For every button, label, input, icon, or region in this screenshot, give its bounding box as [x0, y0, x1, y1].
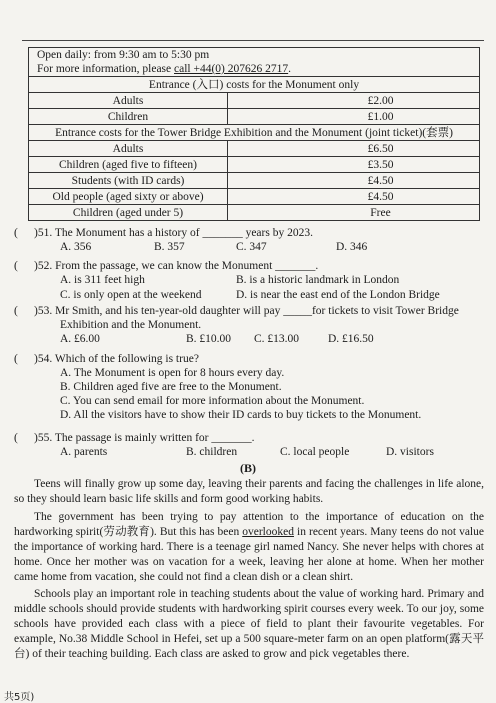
- table-row: Students (with ID cards) £4.50: [29, 173, 480, 189]
- option-a[interactable]: A. £6.00: [60, 333, 100, 345]
- table-row: Children (aged five to fifteen) £3.50: [29, 157, 480, 173]
- option-b[interactable]: B. £10.00: [186, 333, 232, 345]
- option-c[interactable]: C. 347: [236, 241, 267, 253]
- option-c[interactable]: C. £13.00: [254, 333, 300, 345]
- table-row: Adults £6.50: [29, 141, 480, 157]
- option-c[interactable]: C. You can send email for more information about the Monument.: [60, 395, 365, 407]
- joint-ticket-header: Entrance costs for the Tower Bridge Exhibition and the Monument (joint ticket)(套票): [29, 125, 480, 141]
- question-51: ( )51. The Monument has a history of _______ years by 2023. A. 356 B. 357 C. 347 D. 346: [14, 227, 368, 253]
- table-row: [29, 77, 480, 93]
- table-row: [29, 48, 480, 77]
- monument-info-table: [28, 47, 480, 221]
- question-53: ( )53. Mr Smith, and his ten-year-old daughter will pay _____for tickets to visit Tower Bridge Exhibition and the Monument. A. £6.00 B. £10.00 C. £13.00 D. £16.50: [14, 305, 459, 345]
- option-c[interactable]: C. local people: [280, 446, 350, 458]
- paragraph-2: The government has been trying to pay attention to the importance of education on the hardworking spirit(劳动教育). But this has been overlooked in recent years. Many teens do not value the importance of working hard. There is a teenage girl named Nancy. She never helps with chores at home. Once her mother was on vacation for a week, leaving her alone at home. When her mother came home from vacation, she could not find a clean dish or a clean shirt.: [14, 511, 484, 583]
- option-c[interactable]: C. is only open at the weekend: [60, 289, 202, 301]
- paragraph-1: Teens will finally grow up some day, leaving their parents and facing the challenges in life alone, so they should learn basic life skills and form good working habits.: [14, 478, 484, 505]
- table-row: Children £1.00: [29, 109, 480, 125]
- page-footer: 共5页): [4, 692, 35, 703]
- option-b[interactable]: B. Children aged five are free to the Monument.: [60, 381, 282, 393]
- question-52: ( )52. From the passage, we can know the Monument _______. A. is 311 feet high B. is a historic landmark in London C. is only open at the weekend D. is near the east end of the London Bridge: [14, 260, 440, 301]
- table-row: [29, 125, 480, 141]
- option-a[interactable]: A. 356: [60, 241, 92, 253]
- section-b-heading: (B): [240, 461, 256, 475]
- opening-hours: Open daily: from 9:30 am to 5:30 pm For more information, please call +44(0) 207626 2717.: [29, 48, 480, 77]
- option-b[interactable]: B. is a historic landmark in London: [236, 274, 400, 286]
- table-row: Adults £2.00: [29, 93, 480, 109]
- question-54: ( )54. Which of the following is true? A. The Monument is open for 8 hours every day. B. Children aged five are free to the Monument. C. You can send email for more information about the Monument. D. All the visitors have to show their ID cards to buy tickets to the Monument.: [14, 352, 488, 422]
- option-d[interactable]: D. visitors: [386, 446, 434, 458]
- option-d[interactable]: D. £16.50: [328, 333, 374, 345]
- paragraph-3: Schools play an important role in teaching students about the value of working hard. Primary and middle schools should provide students with hardworking spirit courses every week. To our joy, some schools have provided each class with a piece of field to plant their favourite vegetables. For example, No.38 Middle School in Hefei, set up a 500 square-meter farm on an open platform(露天平台) of their teaching building. Each class are asked to grow and pick vegetables there.: [14, 588, 484, 660]
- question-55: ( )55. The passage is mainly written for _______. A. parents B. children C. local people D. visitors: [14, 432, 434, 458]
- option-d[interactable]: D. is near the east end of the London Bridge: [236, 289, 440, 301]
- option-b[interactable]: B. 357: [154, 241, 185, 253]
- table-row: Old people (aged sixty or above) £4.50: [29, 189, 480, 205]
- underlined-word: overlooked: [242, 526, 294, 538]
- option-a[interactable]: A. is 311 feet high: [60, 274, 145, 286]
- monument-only-header: Entrance (入口) costs for the Monument only: [29, 77, 480, 93]
- table-row: Children (aged under 5) Free: [29, 205, 480, 221]
- option-b[interactable]: B. children: [186, 446, 238, 458]
- option-d[interactable]: D. All the visitors have to show their ID cards to buy tickets to the Monument.: [60, 409, 422, 421]
- option-a[interactable]: A. parents: [60, 446, 108, 458]
- option-d[interactable]: D. 346: [336, 241, 368, 253]
- top-divider: [22, 40, 484, 41]
- option-a[interactable]: A. The Monument is open for 8 hours every day.: [60, 367, 285, 379]
- phone-link: call +44(0) 207626 2717: [174, 63, 289, 75]
